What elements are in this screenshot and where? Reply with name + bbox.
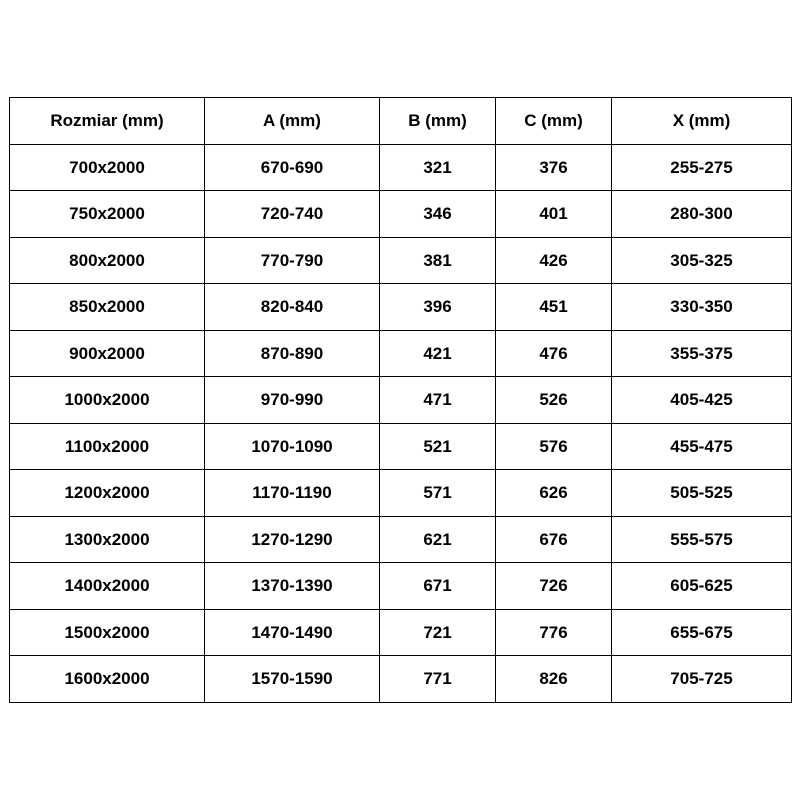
cell-size: 750x2000: [10, 191, 205, 238]
table-row: [10, 284, 792, 331]
table-header: [10, 98, 792, 145]
size-table-container: [9, 97, 791, 703]
cell-a: 1070-1090: [205, 423, 380, 470]
cell-b: 421: [380, 330, 496, 377]
cell-c: 526: [496, 377, 612, 424]
cell-a: 1470-1490: [205, 609, 380, 656]
cell-b: 671: [380, 563, 496, 610]
cell-c: 376: [496, 144, 612, 191]
cell-size: 1500x2000: [10, 609, 205, 656]
table-row: [10, 144, 792, 191]
cell-a: 670-690: [205, 144, 380, 191]
table-row: [10, 191, 792, 238]
cell-size: 1300x2000: [10, 516, 205, 563]
table-row: [10, 377, 792, 424]
cell-size: 1200x2000: [10, 470, 205, 517]
size-table: [9, 97, 792, 703]
cell-c: 476: [496, 330, 612, 377]
cell-a: 720-740: [205, 191, 380, 238]
cell-x: 555-575: [612, 516, 792, 563]
cell-a: 970-990: [205, 377, 380, 424]
cell-size: 1600x2000: [10, 656, 205, 703]
table-header-row: [10, 98, 792, 145]
cell-b: 571: [380, 470, 496, 517]
cell-a: 1170-1190: [205, 470, 380, 517]
cell-x: 655-675: [612, 609, 792, 656]
cell-b: 346: [380, 191, 496, 238]
column-header-rozmiar: Rozmiar (mm): [10, 98, 205, 145]
cell-c: 776: [496, 609, 612, 656]
cell-b: 521: [380, 423, 496, 470]
cell-b: 721: [380, 609, 496, 656]
cell-x: 455-475: [612, 423, 792, 470]
table-row: [10, 423, 792, 470]
cell-b: 396: [380, 284, 496, 331]
cell-c: 676: [496, 516, 612, 563]
cell-c: 826: [496, 656, 612, 703]
table-row: [10, 516, 792, 563]
cell-c: 576: [496, 423, 612, 470]
cell-b: 771: [380, 656, 496, 703]
cell-b: 381: [380, 237, 496, 284]
table-row: [10, 237, 792, 284]
cell-size: 1000x2000: [10, 377, 205, 424]
table-row: [10, 609, 792, 656]
table-row: [10, 656, 792, 703]
column-header-b: B (mm): [380, 98, 496, 145]
cell-x: 330-350: [612, 284, 792, 331]
cell-size: 1100x2000: [10, 423, 205, 470]
table-row: [10, 563, 792, 610]
cell-x: 255-275: [612, 144, 792, 191]
cell-a: 1370-1390: [205, 563, 380, 610]
cell-x: 355-375: [612, 330, 792, 377]
cell-size: 800x2000: [10, 237, 205, 284]
column-header-x: X (mm): [612, 98, 792, 145]
cell-b: 471: [380, 377, 496, 424]
cell-x: 705-725: [612, 656, 792, 703]
cell-a: 1570-1590: [205, 656, 380, 703]
cell-x: 405-425: [612, 377, 792, 424]
column-header-a: A (mm): [205, 98, 380, 145]
table-row: [10, 330, 792, 377]
cell-b: 321: [380, 144, 496, 191]
cell-x: 505-525: [612, 470, 792, 517]
cell-c: 401: [496, 191, 612, 238]
cell-x: 605-625: [612, 563, 792, 610]
cell-x: 305-325: [612, 237, 792, 284]
cell-a: 870-890: [205, 330, 380, 377]
cell-c: 451: [496, 284, 612, 331]
cell-size: 900x2000: [10, 330, 205, 377]
table-body: [10, 144, 792, 702]
cell-x: 280-300: [612, 191, 792, 238]
column-header-c: C (mm): [496, 98, 612, 145]
cell-a: 1270-1290: [205, 516, 380, 563]
table-row: [10, 470, 792, 517]
cell-c: 626: [496, 470, 612, 517]
cell-a: 770-790: [205, 237, 380, 284]
cell-size: 700x2000: [10, 144, 205, 191]
cell-b: 621: [380, 516, 496, 563]
cell-size: 850x2000: [10, 284, 205, 331]
cell-c: 726: [496, 563, 612, 610]
cell-a: 820-840: [205, 284, 380, 331]
cell-c: 426: [496, 237, 612, 284]
cell-size: 1400x2000: [10, 563, 205, 610]
